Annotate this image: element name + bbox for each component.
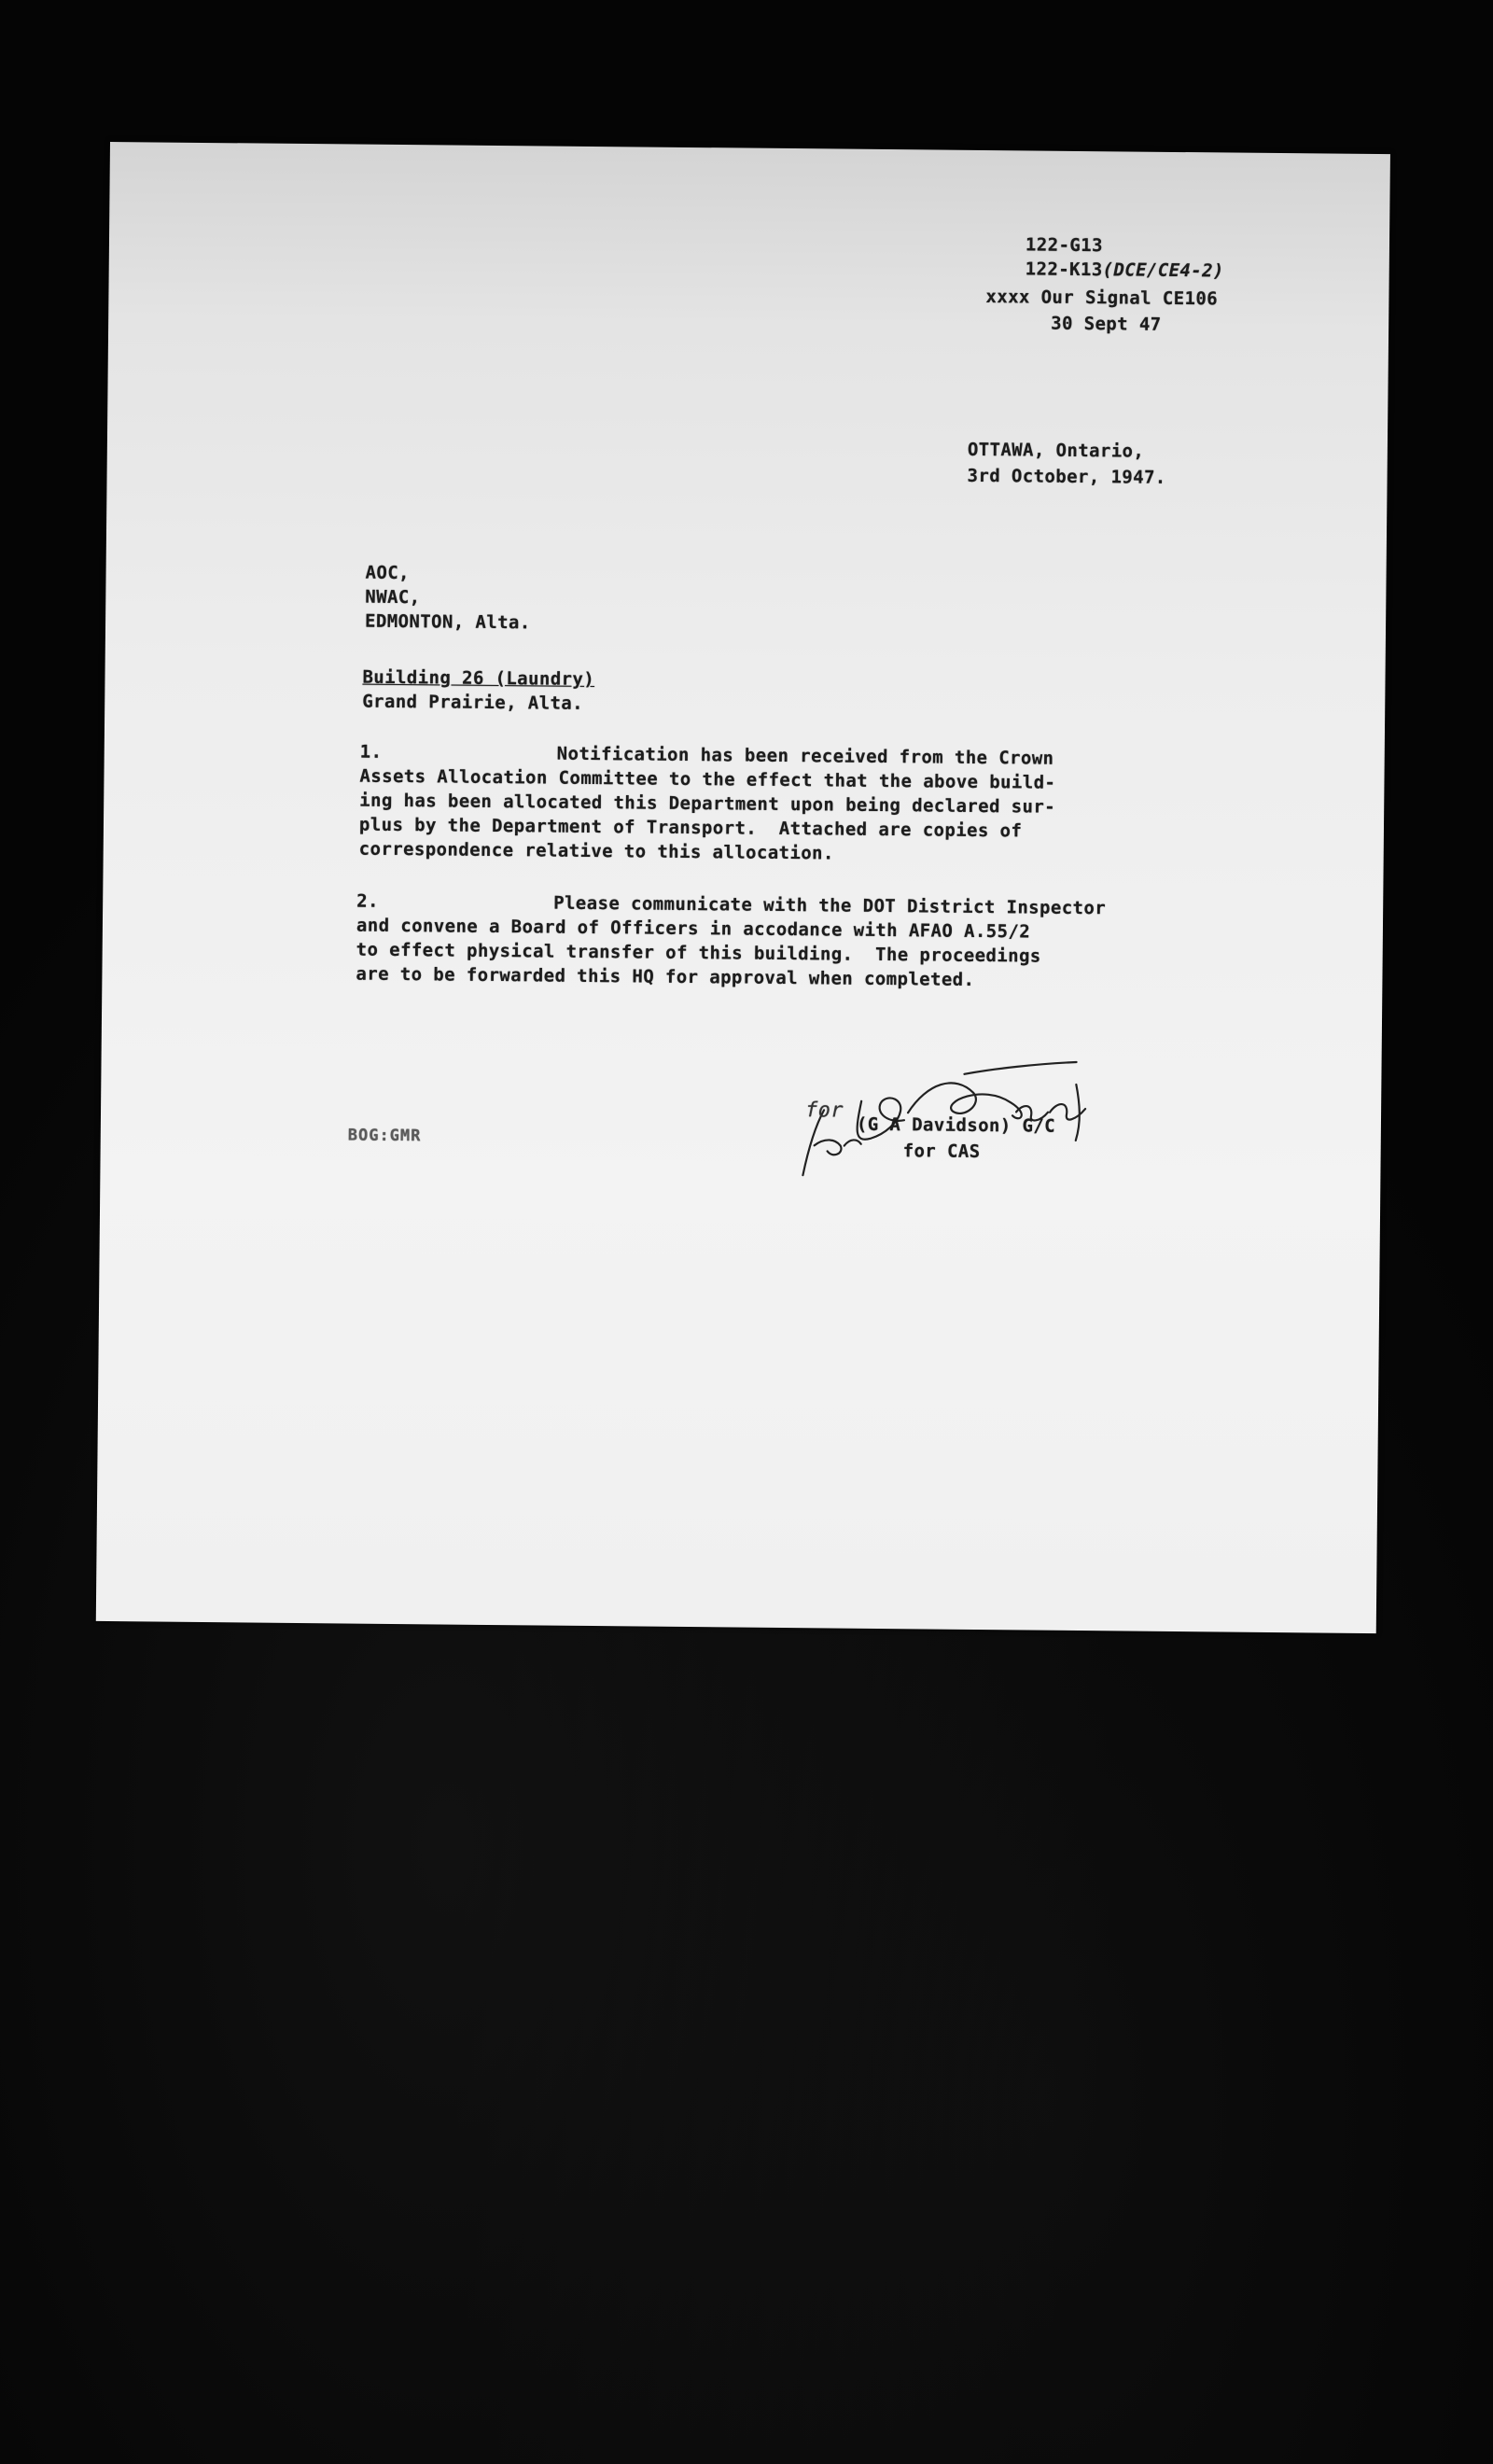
signatory-name: (G A Davidson) G/C xyxy=(856,1113,1056,1137)
typist-initials: BOG:GMR xyxy=(347,1126,422,1146)
paragraph-1-number: 1. xyxy=(359,741,383,763)
paragraph-1-line-2: Assets Allocation Committee to the effect that the above build- xyxy=(359,765,1056,793)
address-line-3: EDMONTON, Alta. xyxy=(364,610,531,634)
handwritten-for: for xyxy=(804,1099,844,1123)
paragraph-1-line-5: correspondence relative to this allocation. xyxy=(358,838,834,864)
file-reference-1: 122-G13 xyxy=(1025,234,1103,257)
paragraph-1-line-1: Notification has been received from the Crown xyxy=(556,743,1054,769)
subject-line-1: Building 26 (Laundry) xyxy=(362,666,595,691)
signal-date: 30 Sept 47 xyxy=(1051,313,1162,335)
letter-page xyxy=(96,142,1390,1633)
paragraph-2-line-4: are to be forwarded this HQ for approval when completed. xyxy=(356,963,975,990)
paragraph-2-line-2: and convene a Board of Officers in accodance with AFAO A.55/2 xyxy=(356,915,1031,943)
file-reference-2-suffix: (DCE/CE4-2) xyxy=(1102,259,1224,282)
file-reference-2 xyxy=(1026,259,1224,281)
signal-reference: xxxx Our Signal CE106 xyxy=(985,287,1219,310)
signatory-for: for CAS xyxy=(902,1141,981,1163)
paragraph-2-line-1: Please communicate with the DOT District Inspector xyxy=(553,892,1107,919)
paragraph-2-number: 2. xyxy=(356,890,379,912)
address-line-2: NWAC, xyxy=(365,586,421,609)
address-line-1: AOC, xyxy=(365,562,411,584)
paragraph-1-line-4: plus by the Department of Transport. Attached are copies of xyxy=(358,814,1023,842)
paragraph-2-line-3: to effect physical transfer of this building. The proceedings xyxy=(356,939,1041,967)
letter-date: 3rd October, 1947. xyxy=(967,465,1166,488)
file-reference-2-number: 122-K13 xyxy=(1025,259,1103,281)
subject-line-2: Grand Prairie, Alta. xyxy=(362,691,584,714)
letter-place: OTTAWA, Ontario, xyxy=(967,439,1145,462)
paragraph-1-line-3: ing has been allocated this Department upon being declared sur- xyxy=(359,790,1056,818)
